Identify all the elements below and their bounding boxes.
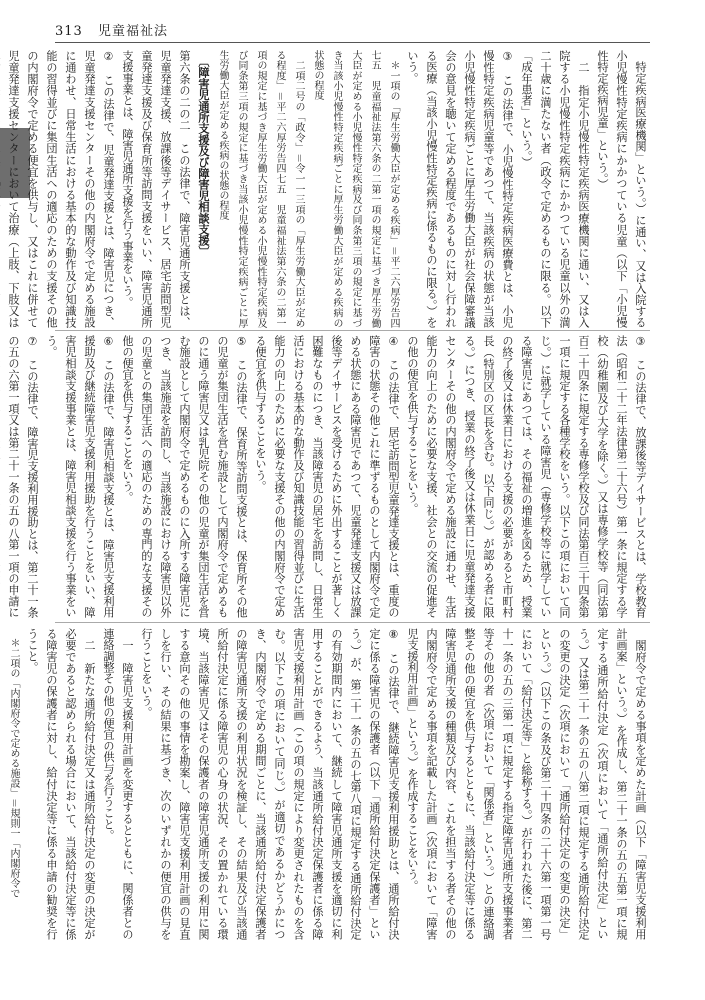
article-paragraph — [118, 50, 194, 328]
article-paragraph — [137, 628, 403, 940]
paragraph-number: ② — [102, 50, 115, 64]
paragraph-text: 一 障害児支援利用計画を変更するとともに、関係者との連絡調整その他の便宜の供与を行うこと。 — [102, 628, 134, 941]
paragraph-text: この法律で、継続障害児支援利用援助とは、通所給付決定に係る障害児の保護者（以下「通所給付決定保護者」という。）が、第二十一条の五の七第八項に規定する通所給付決定の有効期間内において、継続して障害児通所支援を適切に利用することができるよう、当該通所給付決定保護者に係る障害児支援利用計画（この項の規定により変更されたものを含む。以下この項において同じ。）が適切であるかどうかにつき、内閣府令で定める期間ごとに、当該通所給付決定保護者の障害児通所支援の利用状況を検証し、その結果及び当該通所給付決定に係る障害児の心身の状況、その置かれている環境、当該障害児又はその保護者の障害児通所支援の利用に関する意向その他の事情を勘案し、障害児支援利用計画の見直しを行い、その結果に基づき、次のいずれかの便宜の供与を行うことをいう。 — [140, 628, 400, 941]
paragraph-text: 二 新たな通所給付決定又は通所給付決定の変更の決定が必要であると認められる場合において、当該給付決定等に係る障害児の保護者に対し、給付決定等に係る申請の勧奨を行うこと。 — [26, 628, 96, 941]
text-band-middle — [7, 335, 650, 619]
page-title: 児童福祉法 — [97, 24, 168, 39]
annotation-note — [4, 628, 23, 940]
text-paragraph — [403, 628, 650, 940]
annotation-note — [308, 50, 403, 328]
paragraph-text: この法律で、児童発達支援とは、障害児につき、児童発達支援センターその他の内閣府令で定める施設に通わせ、日常生活における基本的な動作及び知識技能の習得並びに集団生活への適応のための支援その他の内閣府令で定める便宜を供与し、又はこれに併せて児童発達支援センターにおいて治療（上肢、下肢又は — [7, 50, 115, 329]
paragraph-text: 〔障害児通所支援及び障害児相談支援〕 — [197, 61, 211, 258]
text-band-bottom — [8, 628, 650, 941]
band-separator — [55, 330, 650, 331]
text-paragraph — [517, 50, 593, 328]
annotation-note — [213, 50, 308, 328]
text-paragraph — [23, 628, 99, 940]
paragraph-text: 閣府令で定める事項を定めた計画（以下「障害児支援利用計画案」という。）を作成し、第二十一条の五の五第一項に規定する通所給付決定（次項において「通所給付決定」という。）又は第二十一条の五の八第二項に規定する通所給付決定の変更の決定（次項において「通所給付決定の変更の決定」という。）（以下この条及び第二十四条の二十六第一項第一号において「給付決定等」と総称する。）が行われた後に、第二十一条の五の三第一項に規定する指定障害児通所支援事業者等その他の者（次項において「関係者」という。）との連絡調整その他の便宜を供与するとともに、当該給付決定等に係る障害児通所支援の種類及び内容、これを担当する者その他の内閣府令で定める事項を記載した計画（次項において「障害児支援利用計画」という。）を作成することをいう。 — [406, 628, 647, 941]
paragraph-text: この法律で、障害児通所支援とは、児童発達支援、放課後等デイサービス、居宅訪問型児童発達支援及び保育所等訪問支援をいい、障害児通所支援事業とは、障害児通所支援を行う事業をいう。 — [121, 50, 191, 329]
article-paragraph — [0, 50, 118, 328]
paragraph-text: ＊一項の「厚生労働大臣が定める疾病」＝平二六厚労告四七五 児童福祉法第六条の二第一項の規定に基づき厚生労働大臣が定める小児慢性特定疾病及び同条第三項の規定に基づき当該小児慢性特定疾病ごとに厚生労働大臣が定める疾病の状態の程度 — [312, 50, 399, 329]
article-paragraph — [403, 50, 517, 328]
paragraph-text: この法律で、居宅訪問型児童発達支援とは、重度の障害の状態その他これに準ずるものとして内閣府令で定める状態にある障害児であつて、児童発達支援又は放課後等デイサービスを受けるために外出することが著しく困難なものにつき、当該障害児の居宅を訪問し、日常生活における基本的な動作及び知識技能の習得並びに生活能力の向上のために必要な支援その他の内閣府令で定める便宜を供与することをいう。 — [254, 335, 400, 619]
text-paragraph — [593, 50, 650, 328]
paragraph-number: ⑥ — [102, 335, 115, 349]
paragraph-number: 第六条の二の二 — [178, 50, 191, 132]
band-separator — [55, 622, 650, 623]
paragraph-text: ＊二項の「内閣府令で定める施設」＝規則一「内閣府令で — [8, 638, 19, 898]
paragraph-text: この法律で、障害児相談支援とは、障害児支援利用援助及び継続障害児支援利用援助を行うことをいい、障害児相談支援事業とは、障害児相談支援を行う事業をいう。 — [45, 335, 115, 619]
page-header — [55, 20, 168, 39]
article-paragraph — [0, 335, 42, 618]
paragraph-number: ④ — [387, 335, 400, 349]
section-heading — [194, 50, 213, 328]
paragraph-number: ③ — [501, 50, 514, 64]
paragraph-number: ⑦ — [26, 335, 39, 349]
article-paragraph — [251, 335, 403, 618]
paragraph-text: 二項二号の「政令」＝令一一三項の「厚生労働大臣が定める程度」＝平二六厚労告四七五 児童福祉法第六条の二第一項の規定に基づき厚生労働大臣が定める小児慢性特定疾病及び同条第三項の規定に基づき当該小児慢性特定疾病ごとに厚生労働大臣が定める疾病の状態の程度 — [217, 50, 304, 329]
text-band-top — [7, 50, 650, 329]
paragraph-text: この法律で、保育所等訪問支援とは、保育所その他の児童が集団生活を営む施設として内閣府令で定めるものに通う障害児又は乳児院その他の児童が集団生活を営む施設として内閣府令で定めるものに入所する障害児につき、当該施設を訪問し、当該施設における障害児以外の児童との集団生活への適応のための専門的な支援その他の便宜を供与することをいう。 — [121, 335, 248, 619]
article-paragraph — [118, 335, 251, 618]
paragraph-text: この法律で、小児慢性特定疾病医療費とは、小児慢性特定疾病児童等であつて、当該疾病の状態が当該小児慢性特定疾病ごとに厚生労働大臣が社会保障審議会の意見を聴いて定める程度であるものに対し行われる医療（当該小児慢性特定疾病に係るものに限る。）をいう。 — [406, 50, 514, 329]
header-rule — [55, 42, 650, 43]
paragraph-text: この法律で、放課後等デイサービスとは、学校教育法（昭和二十二年法律第二十六号）第一条に規定する学校（幼稚園及び大学を除く。）又は専修学校等（同法第百二十四条に規定する専修学校及び同法第百三十四条第一項に規定する各種学校をいう。以下この項において同じ。）に就学している障害児（専修学校等に就学している障害児にあつては、その福祉の増進を図るため、授業の終了後又は休業日における支援の必要があると市町村長（特別区の区長を含む。以下同じ。）が認める者に限る。）につき、授業の終了後又は休業日に児童発達支援センターその他の内閣府令で定める施設に通わせ、生活能力の向上のために必要な支援、社会との交流の促進その他の便宜を供与することをいう。 — [406, 335, 647, 619]
page-number: 313 — [55, 24, 83, 39]
paragraph-number: ③ — [634, 335, 647, 349]
paragraph-text: 特定疾病医療機関」という。）に通い、又は入院する小児慢性特定疾病にかかつている児童（以下「小児慢性特定疾病児童」という。） — [596, 50, 647, 329]
article-paragraph — [403, 335, 650, 618]
text-paragraph — [99, 628, 137, 940]
article-paragraph — [42, 335, 118, 618]
paragraph-text: この法律で、障害児支援利用援助とは、第二十一条の五の六第一項又は第二十一条の五の八第一項の申請に — [7, 335, 39, 619]
paragraph-text: 二 指定小児慢性特定疾病医療機関に通い、又は入院する小児慢性特定疾病にかかつている児童以外の満二十歳に満たない者（政令で定めるものに限る。以下「成年患者」という。） — [520, 50, 590, 328]
paragraph-number: ⑧ — [387, 628, 400, 642]
paragraph-number: ⑤ — [235, 335, 248, 349]
